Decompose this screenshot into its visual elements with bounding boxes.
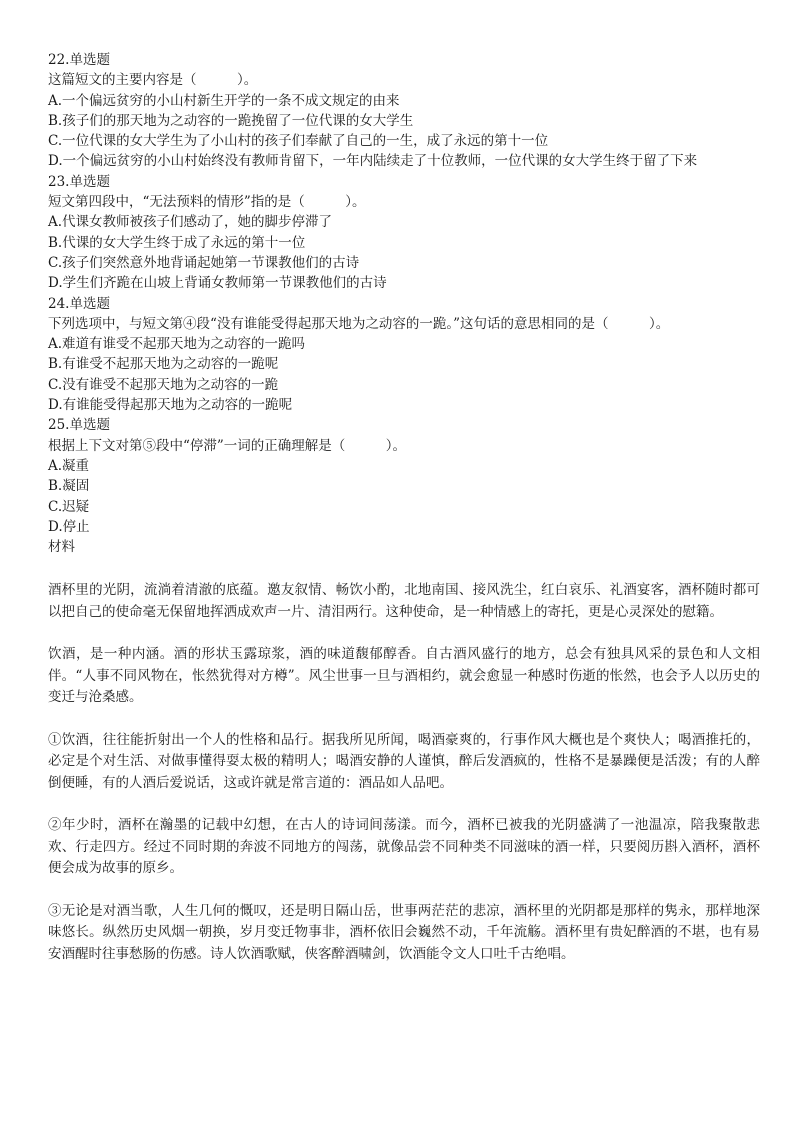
option-b: B.孩子们的那天地为之动容的一跪挽留了一位代课的女大学生 — [48, 112, 414, 129]
question-stem: 短文第四段中，“无法预料的情形”指的是（ ）。 — [48, 194, 366, 211]
question-stem: 根据上下文对第⑤段中“停滞”一词的正确理解是（ ）。 — [48, 437, 407, 454]
option-d: D.停止 — [48, 518, 90, 535]
material-paragraph-4: ②年少时，酒杯在瀚墨的记载中幻想，在古人的诗词间荡漾。而今，酒杯已被我的光阴盛满了一池温凉，陪我聚散悲欢、行走四方。经过不同时期的奔波不同地方的闯荡，就像品尝不同种类不同滋味的酒一样，只要阅历斟入酒杯，酒杯便会成为故事的原乡。 — [48, 817, 760, 877]
option-c: C.孩子们突然意外地背诵起她第一节课教他们的古诗 — [48, 254, 360, 271]
material-section — [48, 537, 760, 965]
question-header: 22.单选题 — [48, 52, 110, 68]
question-22 — [48, 50, 760, 172]
question-header: 24.单选题 — [48, 295, 110, 312]
option-c: C.迟疑 — [48, 498, 90, 515]
option-c: C.一位代课的女大学生为了小山村的孩子们奉献了自己的一生，成了永远的第十一位 — [48, 133, 549, 150]
question-header: 25.单选题 — [48, 417, 110, 434]
option-d: D.有谁能受得起那天地为之动容的一跪呢 — [48, 397, 293, 414]
option-b: B.有谁受不起那天地为之动容的一跪呢 — [48, 356, 279, 373]
question-25 — [48, 415, 760, 537]
option-d: D.一个偏远贫穷的小山村始终没有教师肯留下，一年内陆续走了十位教师，一位代课的女大学生终于留了下来 — [48, 153, 698, 170]
option-d: D.学生们齐跪在山坡上背诵女教师第一节课教他们的古诗 — [48, 275, 387, 292]
option-c: C.没有谁受不起那天地为之动容的一跪 — [48, 376, 279, 393]
question-stem: 下列选项中，与短文第④段“没有谁能受得起那天地为之动容的一跪。”这句话的意思相同的是（ ）。 — [48, 315, 670, 332]
material-paragraph-2: 饮酒，是一种内涵。酒的形状玉露琼浆，酒的味道馥郁醇香。自古酒风盛行的地方，总会有独具风采的景色和人文相伴。“人事不同风物在，怅然犹得对方樽”。风尘世事一旦与酒相约，就会愈显一种感时伤逝的怅然，也会予人以历史的变迁与沧桑感。 — [48, 646, 760, 706]
option-b: B.凝固 — [48, 478, 90, 495]
question-23 — [48, 172, 760, 294]
question-header: 23.单选题 — [48, 173, 110, 190]
option-a: A.凝重 — [48, 457, 90, 474]
material-paragraph-3: ①饮酒，往往能折射出一个人的性格和品行。据我所见所闻，喝酒豪爽的，行事作风大概也是个爽快人；喝酒推托的，必定是个对生活、对做事懂得耍太极的精明人；喝酒安静的人谨慎，醉后发酒疯的，性格不是暴躁便是活泼；有的人醉倒便睡，有的人酒后爱说话，这或许就是常言道的：酒品如人品吧。 — [48, 731, 760, 791]
option-a: A.代课女教师被孩子们感动了，她的脚步停滞了 — [48, 214, 333, 231]
option-a: A.难道有谁受不起那天地为之动容的一跪吗 — [48, 336, 306, 353]
material-paragraph-1: 酒杯里的光阴，流淌着清澈的底蕴。邀友叙情、畅饮小酌，北地南国、接风洗尘，红白哀乐、礼酒宴客，酒杯随时都可以把自己的使命毫无保留地挥洒成欢声一片、清泪两行。这种使命，是一种情感上的寄托，更是心灵深处的慰籍。 — [48, 582, 760, 620]
question-stem: 这篇短文的主要内容是（ ）。 — [48, 72, 258, 89]
option-b: B.代课的女大学生终于成了永远的第十一位 — [48, 234, 306, 251]
material-paragraph-5: ③无论是对酒当歌，人生几何的慨叹，还是明日隔山岳，世事两茫茫的悲凉，酒杯里的光阴都是那样的隽永，那样地深味悠长。纵然历史风烟一朝换，岁月变迁物事非，酒杯依旧会巍然不动，千年流觞。酒杯里有贵妃醉酒的不堪，也有易安酒醒时往事愁肠的伤感。诗人饮酒歌赋，侠客醉酒啸剑，饮酒能令文人口吐千古绝唱。 — [48, 902, 760, 962]
question-24 — [48, 294, 760, 416]
material-label: 材料 — [48, 539, 75, 556]
option-a: A.一个偏远贫穷的小山村新生开学的一条不成文规定的由来 — [48, 92, 400, 109]
document-page — [48, 50, 760, 965]
